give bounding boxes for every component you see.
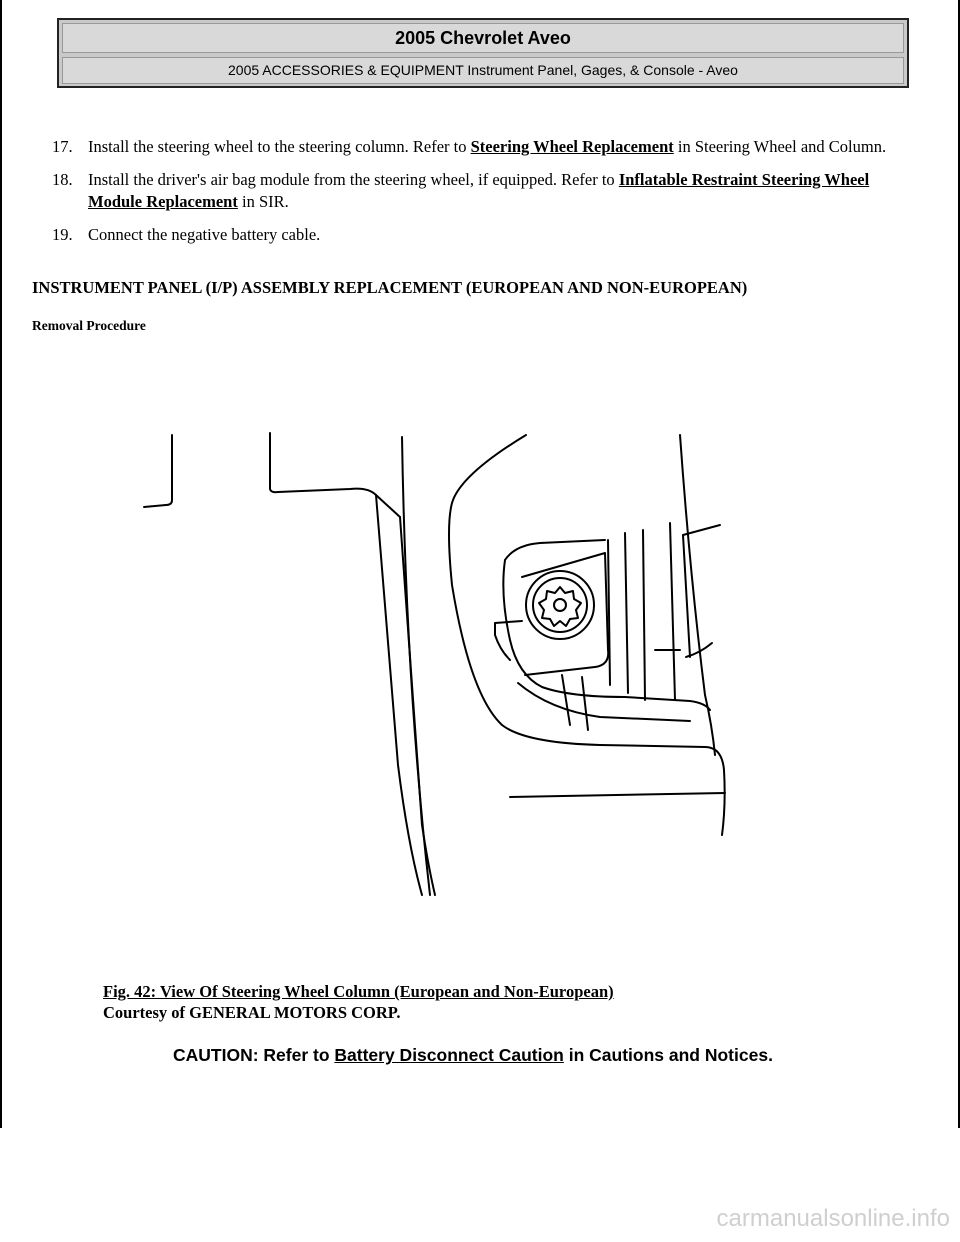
step-number: 18. — [52, 170, 73, 189]
steering-column-illustration — [130, 425, 750, 900]
battery-disconnect-caution-link[interactable]: Battery Disconnect Caution — [334, 1045, 564, 1065]
step-number: 19. — [52, 225, 73, 244]
figure-credit: Courtesy of GENERAL MOTORS CORP. — [103, 1003, 401, 1022]
section-heading: INSTRUMENT PANEL (I/P) ASSEMBLY REPLACEMENT (EUROPEAN AND NON-EUROPEAN) — [32, 278, 748, 297]
step-text-tail: in Steering Wheel and Column. — [673, 137, 887, 156]
step-17 — [52, 136, 912, 158]
caution-text-tail: in Cautions and Notices. — [563, 1045, 773, 1065]
step-text: Install the steering wheel to the steering column. Refer to — [88, 137, 471, 156]
step-19 — [52, 224, 912, 246]
removal-procedure-heading: Removal Procedure — [32, 318, 146, 333]
document-title: 2005 Chevrolet Aveo — [62, 23, 904, 53]
step-number: 17. — [52, 137, 73, 156]
steering-wheel-replacement-link[interactable]: Steering Wheel Replacement — [470, 137, 674, 156]
caution-text: CAUTION: Refer to — [173, 1045, 335, 1065]
step-18 — [52, 169, 912, 213]
caution-notice — [173, 1045, 773, 1066]
step-text-tail: in SIR. — [237, 192, 289, 211]
figure-caption[interactable]: Fig. 42: View Of Steering Wheel Column (European and Non-European) — [103, 982, 614, 1001]
inflatable-restraint-module-link[interactable]: Inflatable Restraint Steering Wheel Module Replacement — [88, 170, 870, 211]
document-subtitle: 2005 ACCESSORIES & EQUIPMENT Instrument Panel, Gages, & Console - Aveo — [62, 57, 904, 84]
watermark-url: carmanualsonline.info — [716, 1205, 950, 1232]
step-text: Connect the negative battery cable. — [88, 225, 321, 244]
document-header — [57, 18, 909, 88]
step-text: Install the driver's air bag module from the steering wheel, if equipped. Refer to — [88, 170, 619, 189]
procedure-steps — [52, 136, 912, 257]
